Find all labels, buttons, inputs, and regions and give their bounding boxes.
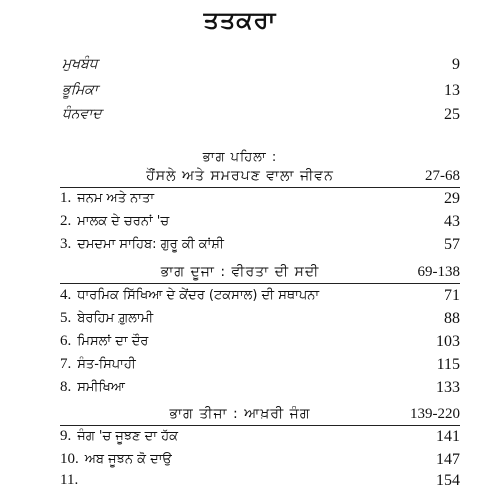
- chapter-number: 6.: [60, 333, 72, 349]
- chapter-title: ਬੇਰਹਿਮ ਗ਼ੁਲਾਮੀ: [77, 311, 154, 326]
- chapter-entry: [0, 236, 480, 260]
- chapter-number: 7.: [60, 356, 72, 372]
- page-range: 69-138: [417, 264, 460, 280]
- front-matter-item: [0, 106, 480, 130]
- chapter-entry: [0, 428, 480, 452]
- front-matter-item: [0, 82, 480, 106]
- part-heading: [0, 406, 480, 430]
- page-number: 9: [452, 56, 460, 73]
- chapter-title: ਮਾਲਕ ਦੇ ਚਰਨਾਂ 'ਚ: [77, 214, 170, 229]
- chapter-title: ਜਨਮ ਅਤੇ ਨਾਤਾ: [77, 191, 155, 206]
- page-number: 25: [444, 106, 460, 123]
- page-number: 103: [436, 333, 460, 350]
- page-number: 133: [436, 379, 460, 396]
- chapter-entry: [0, 287, 480, 311]
- chapter-entry: [0, 310, 480, 334]
- chapter-title: ਅਬ ਜੂਝਨ ਕੋ ਦਾਉ: [84, 452, 172, 467]
- chapter-number: 9.: [60, 428, 72, 444]
- chapter-entry: [0, 190, 480, 214]
- front-matter-label: ਧੰਨਵਾਦ: [62, 106, 102, 122]
- page-number: 71: [444, 287, 460, 304]
- part-label: ਭਾਗ ਪਹਿਲਾ :: [202, 150, 278, 165]
- page-number: 13: [444, 82, 460, 99]
- page-number: 57: [444, 236, 460, 253]
- chapter-number: 5.: [60, 310, 72, 326]
- divider: [60, 425, 460, 426]
- page-range: 27-68: [425, 168, 460, 184]
- chapter-title: ਸੰਤ-ਸਿਪਾਹੀ: [77, 357, 136, 372]
- page-number: 88: [444, 310, 460, 327]
- chapter-title: ਮਿਸਲਾਂ ਦਾ ਦੌਰ: [77, 334, 149, 349]
- chapter-entry: [0, 356, 480, 380]
- chapter-entry: [0, 333, 480, 357]
- page-number: 29: [444, 190, 460, 207]
- front-matter-label: ਮੁਖਬੰਧ: [62, 56, 98, 72]
- part-heading-title: ਭਾਗ ਤੀਜਾ : ਆਖ਼ਰੀ ਜੰਗ: [169, 406, 311, 422]
- divider: [60, 283, 460, 284]
- chapter-title: ਦਮਦਮਾ ਸਾਹਿਬ: ਗੁਰੂ ਕੀ ਕਾਂਸ਼ੀ: [77, 237, 224, 252]
- chapter-number: 11.: [60, 472, 79, 488]
- page-number: 43: [444, 213, 460, 230]
- chapter-number: 10.: [60, 451, 79, 467]
- chapter-number: 2.: [60, 213, 72, 229]
- part-heading-title: ਭਾਗ ਦੂਜਾ : ਵੀਰਤਾ ਦੀ ਸਦੀ: [160, 264, 320, 280]
- chapter-entry: [0, 379, 480, 403]
- chapter-number: 3.: [60, 236, 72, 252]
- part-heading-title: ਹੌਂਸਲੇ ਅਤੇ ਸਮਰਪਣ ਵਾਲਾ ਜੀਵਨ: [146, 168, 334, 184]
- chapter-title: ਧਾਰਮਿਕ ਸਿੱਖਿਆ ਦੇ ਕੇਂਦਰ (ਟਕਸਾਲ) ਦੀ ਸਥਾਪਨਾ: [77, 288, 320, 303]
- part-heading: [0, 264, 480, 288]
- chapter-number: 1.: [60, 190, 72, 206]
- part-heading: [0, 168, 480, 192]
- chapter-title: ਸਮੀਖਿਆ: [77, 380, 125, 395]
- front-matter-label: ਭੂਮਿਕਾ: [62, 82, 98, 98]
- page-number: 147: [436, 451, 460, 468]
- page-number: 141: [436, 428, 460, 445]
- chapter-number: 8.: [60, 379, 72, 395]
- chapter-entry: [0, 213, 480, 237]
- chapter-title: ਜੰਗ 'ਚ ਜੂਝਣ ਦਾ ਹੱਕ: [77, 429, 178, 444]
- front-matter-item: [0, 56, 480, 80]
- divider: [60, 187, 460, 188]
- page-number: 115: [436, 356, 460, 373]
- chapter-number: 4.: [60, 287, 72, 303]
- page-title: ਤਤਕਰਾ: [203, 6, 277, 34]
- page-number: 154: [436, 472, 460, 489]
- chapter-entry: [0, 472, 480, 489]
- page-range: 139-220: [410, 406, 460, 422]
